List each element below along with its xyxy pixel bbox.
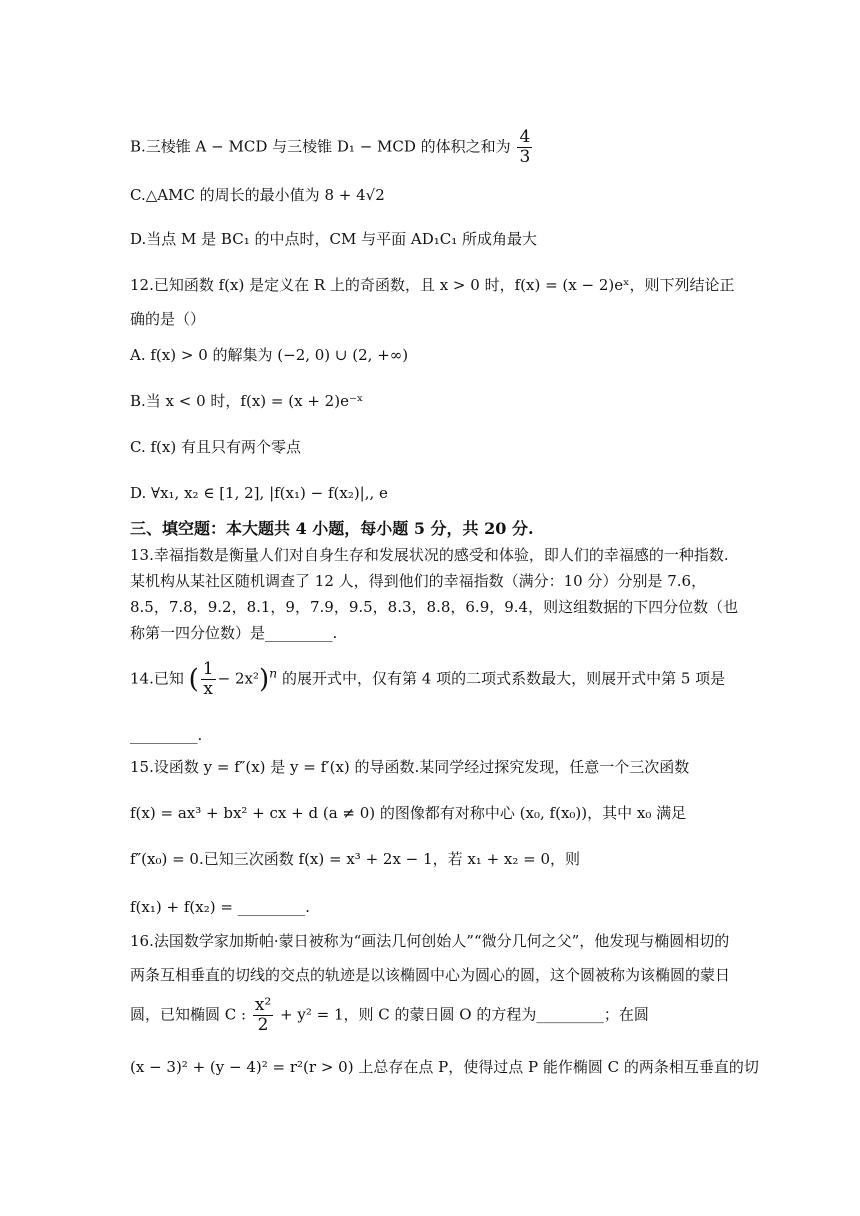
question-12-option-d: D. ∀x₁, x₂ ∈ [1, 2], |f(x₁) − f(x₂)|,, e [130, 484, 388, 502]
question-14-blank: _________. [130, 726, 203, 744]
question-14-suffix: 的展开式中，仅有第 4 项的二项式系数最大，则展开式中第 5 项是 [281, 669, 726, 688]
fraction-numerator: 4 [519, 127, 531, 147]
question-16-fraction [253, 996, 273, 1035]
option-c: C.△AMC 的周长的最小值为 8 + 4√2 [130, 186, 385, 204]
question-16-line-3 [130, 996, 740, 1035]
fraction-denominator: 2 [257, 1015, 269, 1035]
question-12-option-c: C. f(x) 有且只有两个零点 [130, 438, 301, 456]
question-15-line-2: f(x) = ax³ + bx² + cx + d (a ≠ 0) 的图像都有对称中心 (x₀, f(x₀))，其中 x₀ 满足 [130, 804, 687, 822]
question-15-line-1: 15.设函数 y = f″(x) 是 y = f′(x) 的导函数.某同学经过探究发现，任意一个三次函数 [130, 758, 690, 776]
fraction-numerator: 1 [202, 659, 214, 679]
section-3-heading: 三、填空题：本大题共 4 小题，每小题 5 分，共 20 分. [130, 519, 534, 538]
question-12-line-1: 12.已知函数 f(x) 是定义在 R 上的奇函数，且 x > 0 时，f(x) = (x − 2)eˣ，则下列结论正 [130, 276, 735, 294]
question-14-fraction [201, 660, 216, 699]
option-b [130, 128, 740, 167]
question-15-line-4: f(x₁) + f(x₂) = _________. [130, 898, 310, 916]
question-16-line-3-suffix: + y² = 1，则 C 的蒙日圆 O 的方程为_________；在圆 [280, 1005, 649, 1024]
question-15-line-3: f″(x₀) = 0.已知三次函数 f(x) = x³ + 2x − 1，若 x₁ + x₂ = 0，则 [130, 850, 581, 868]
question-12-option-b: B.当 x < 0 时，f(x) = (x + 2)e⁻ˣ [130, 392, 364, 410]
fraction-denominator: 3 [519, 147, 531, 167]
question-12-line-2: 确的是（） [130, 310, 206, 328]
question-16-line-2: 两条互相垂直的切线的交点的轨迹是以该椭圆中心为圆心的圆，这个圆被称为该椭圆的蒙日 [130, 966, 731, 984]
question-12-option-a: A. f(x) > 0 的解集为 (−2, 0) ∪ (2, +∞) [130, 346, 409, 364]
option-d: D.当点 M 是 BC₁ 的中点时，CM 与平面 AD₁C₁ 所成角最大 [130, 230, 537, 248]
option-b-text: B.三棱锥 A − MCD 与三棱锥 D₁ − MCD 的体积之和为 [130, 137, 511, 156]
fraction-numerator: x² [254, 995, 272, 1015]
question-16-line-3-prefix: 圆，已知椭圆 C : [130, 1005, 247, 1024]
option-b-fraction [517, 128, 532, 167]
question-13: 13.幸福指数是衡量人们对自身生存和发展状况的感受和体验，即人们的幸福感的一种指数.某机构从某社区随机调查了 12 人，得到他们的幸福指数（满分：10 分）分别是 7.6，8.5，7.8，9.2，8.1，9，7.9，9.5，8.3，8.8，6.9，9.4，则这组数据的下四分位数（也称第一四分位数）是_________. [130, 546, 739, 642]
question-14 [130, 660, 740, 699]
question-16-line-4: (x − 3)² + (y − 4)² = r²(r > 0) 上总存在点 P，使得过点 P 能作椭圆 C 的两条相互垂直的切 [130, 1058, 759, 1076]
question-14-exponent: n [269, 665, 278, 681]
question-16-line-1: 16.法国数学家加斯帕·蒙日被称为“画法几何创始人”“微分几何之父”，他发现与椭圆相切的 [130, 932, 730, 950]
question-14-expression-rest: − 2x² [217, 669, 259, 688]
question-14-expression-close: ) [258, 664, 270, 695]
question-14-expression: ( [188, 664, 199, 695]
question-14-prefix: 14.已知 [130, 669, 184, 688]
fraction-denominator: x [203, 679, 213, 699]
